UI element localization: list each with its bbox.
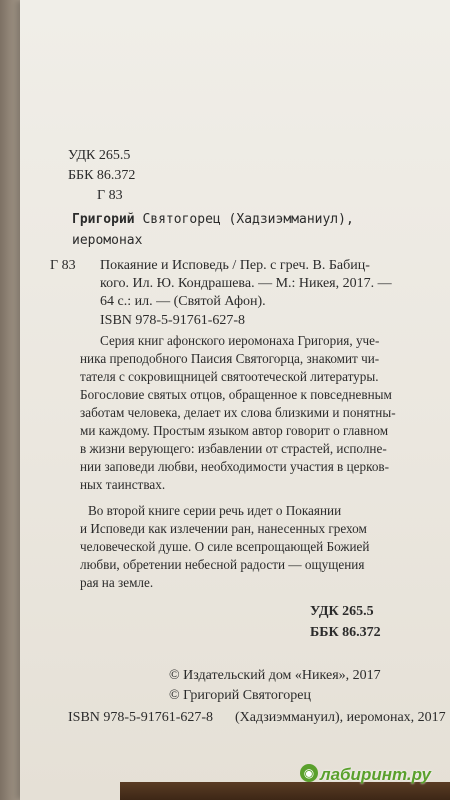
copyright-publisher: © Издательский дом «Никея», 2017 <box>169 668 381 683</box>
copyright-isbn: ISBN 978-5-91761-627-8 <box>68 710 214 725</box>
udk-code: УДК 265.5 <box>68 148 131 163</box>
annotation-line: человеческой душе. О силе всепрощающей Божией <box>80 539 370 554</box>
biblio-line: 64 с.: ил. — (Святой Афон). <box>100 294 266 309</box>
annotation-line: ника преподобного Паисия Святогорца, знакомит чи- <box>80 351 380 366</box>
author-heading-rest: Святогорец (Хадзиэмманиул), <box>142 212 354 227</box>
annotation-line: рая на земле. <box>80 575 154 590</box>
copyright-author-cont: (Хадзиэммануил), иеромонах, 2017 <box>235 710 446 725</box>
annotation-line: Во второй книге серии речь идет о Покаянии <box>88 503 342 518</box>
author-mark: Г 83 <box>97 188 123 203</box>
annotation-line: ми каждому. Простым языком автор говорит о главном <box>80 423 389 438</box>
annotation-line: Богословие святых отцов, обращенное к повседневным <box>80 387 392 402</box>
watermark-text: лабиринт.ру <box>320 765 431 784</box>
book-spine <box>0 0 20 800</box>
footer-bbk: ББК 86.372 <box>310 625 381 640</box>
annotation-line: и Исповеди как излечении ран, нанесенных грехом <box>80 521 367 536</box>
annotation-line: ных таинствах. <box>80 477 166 492</box>
annotation-line: нии заповеди любви, необходимости участия в церков- <box>80 459 390 474</box>
book-page <box>20 0 450 800</box>
annotation-line: любви, обретении небесной радости — ощущения <box>80 557 365 572</box>
bbk-code: ББК 86.372 <box>68 168 136 183</box>
biblio-isbn: ISBN 978-5-91761-627-8 <box>100 313 246 328</box>
annotation-line: Серия книг афонского иеромонаха Григория, уче- <box>100 333 380 348</box>
author-name: Григорий <box>72 212 135 227</box>
annotation-line: тателя с сокровищницей святоотеческой литературы. <box>80 369 379 384</box>
biblio-line: кого. Ил. Ю. Кондрашева. — М.: Никея, 2017. — <box>100 276 392 291</box>
copyright-author: © Григорий Святогорец <box>169 688 311 703</box>
biblio-mark: Г 83 <box>50 258 76 273</box>
biblio-line: Покаяние и Исповедь / Пер. с греч. В. Бабиц- <box>100 258 370 273</box>
annotation-line: в жизни верующего: избавлении от страстей, исполне- <box>80 441 387 456</box>
footer-udk: УДК 265.5 <box>310 604 374 619</box>
labirint-logo-icon: ◉ <box>300 764 318 782</box>
author-heading <box>72 212 354 227</box>
author-heading-line2: иеромонах <box>72 233 143 248</box>
annotation-line: заботам человека, делает их слова близкими и понятны- <box>80 405 396 420</box>
